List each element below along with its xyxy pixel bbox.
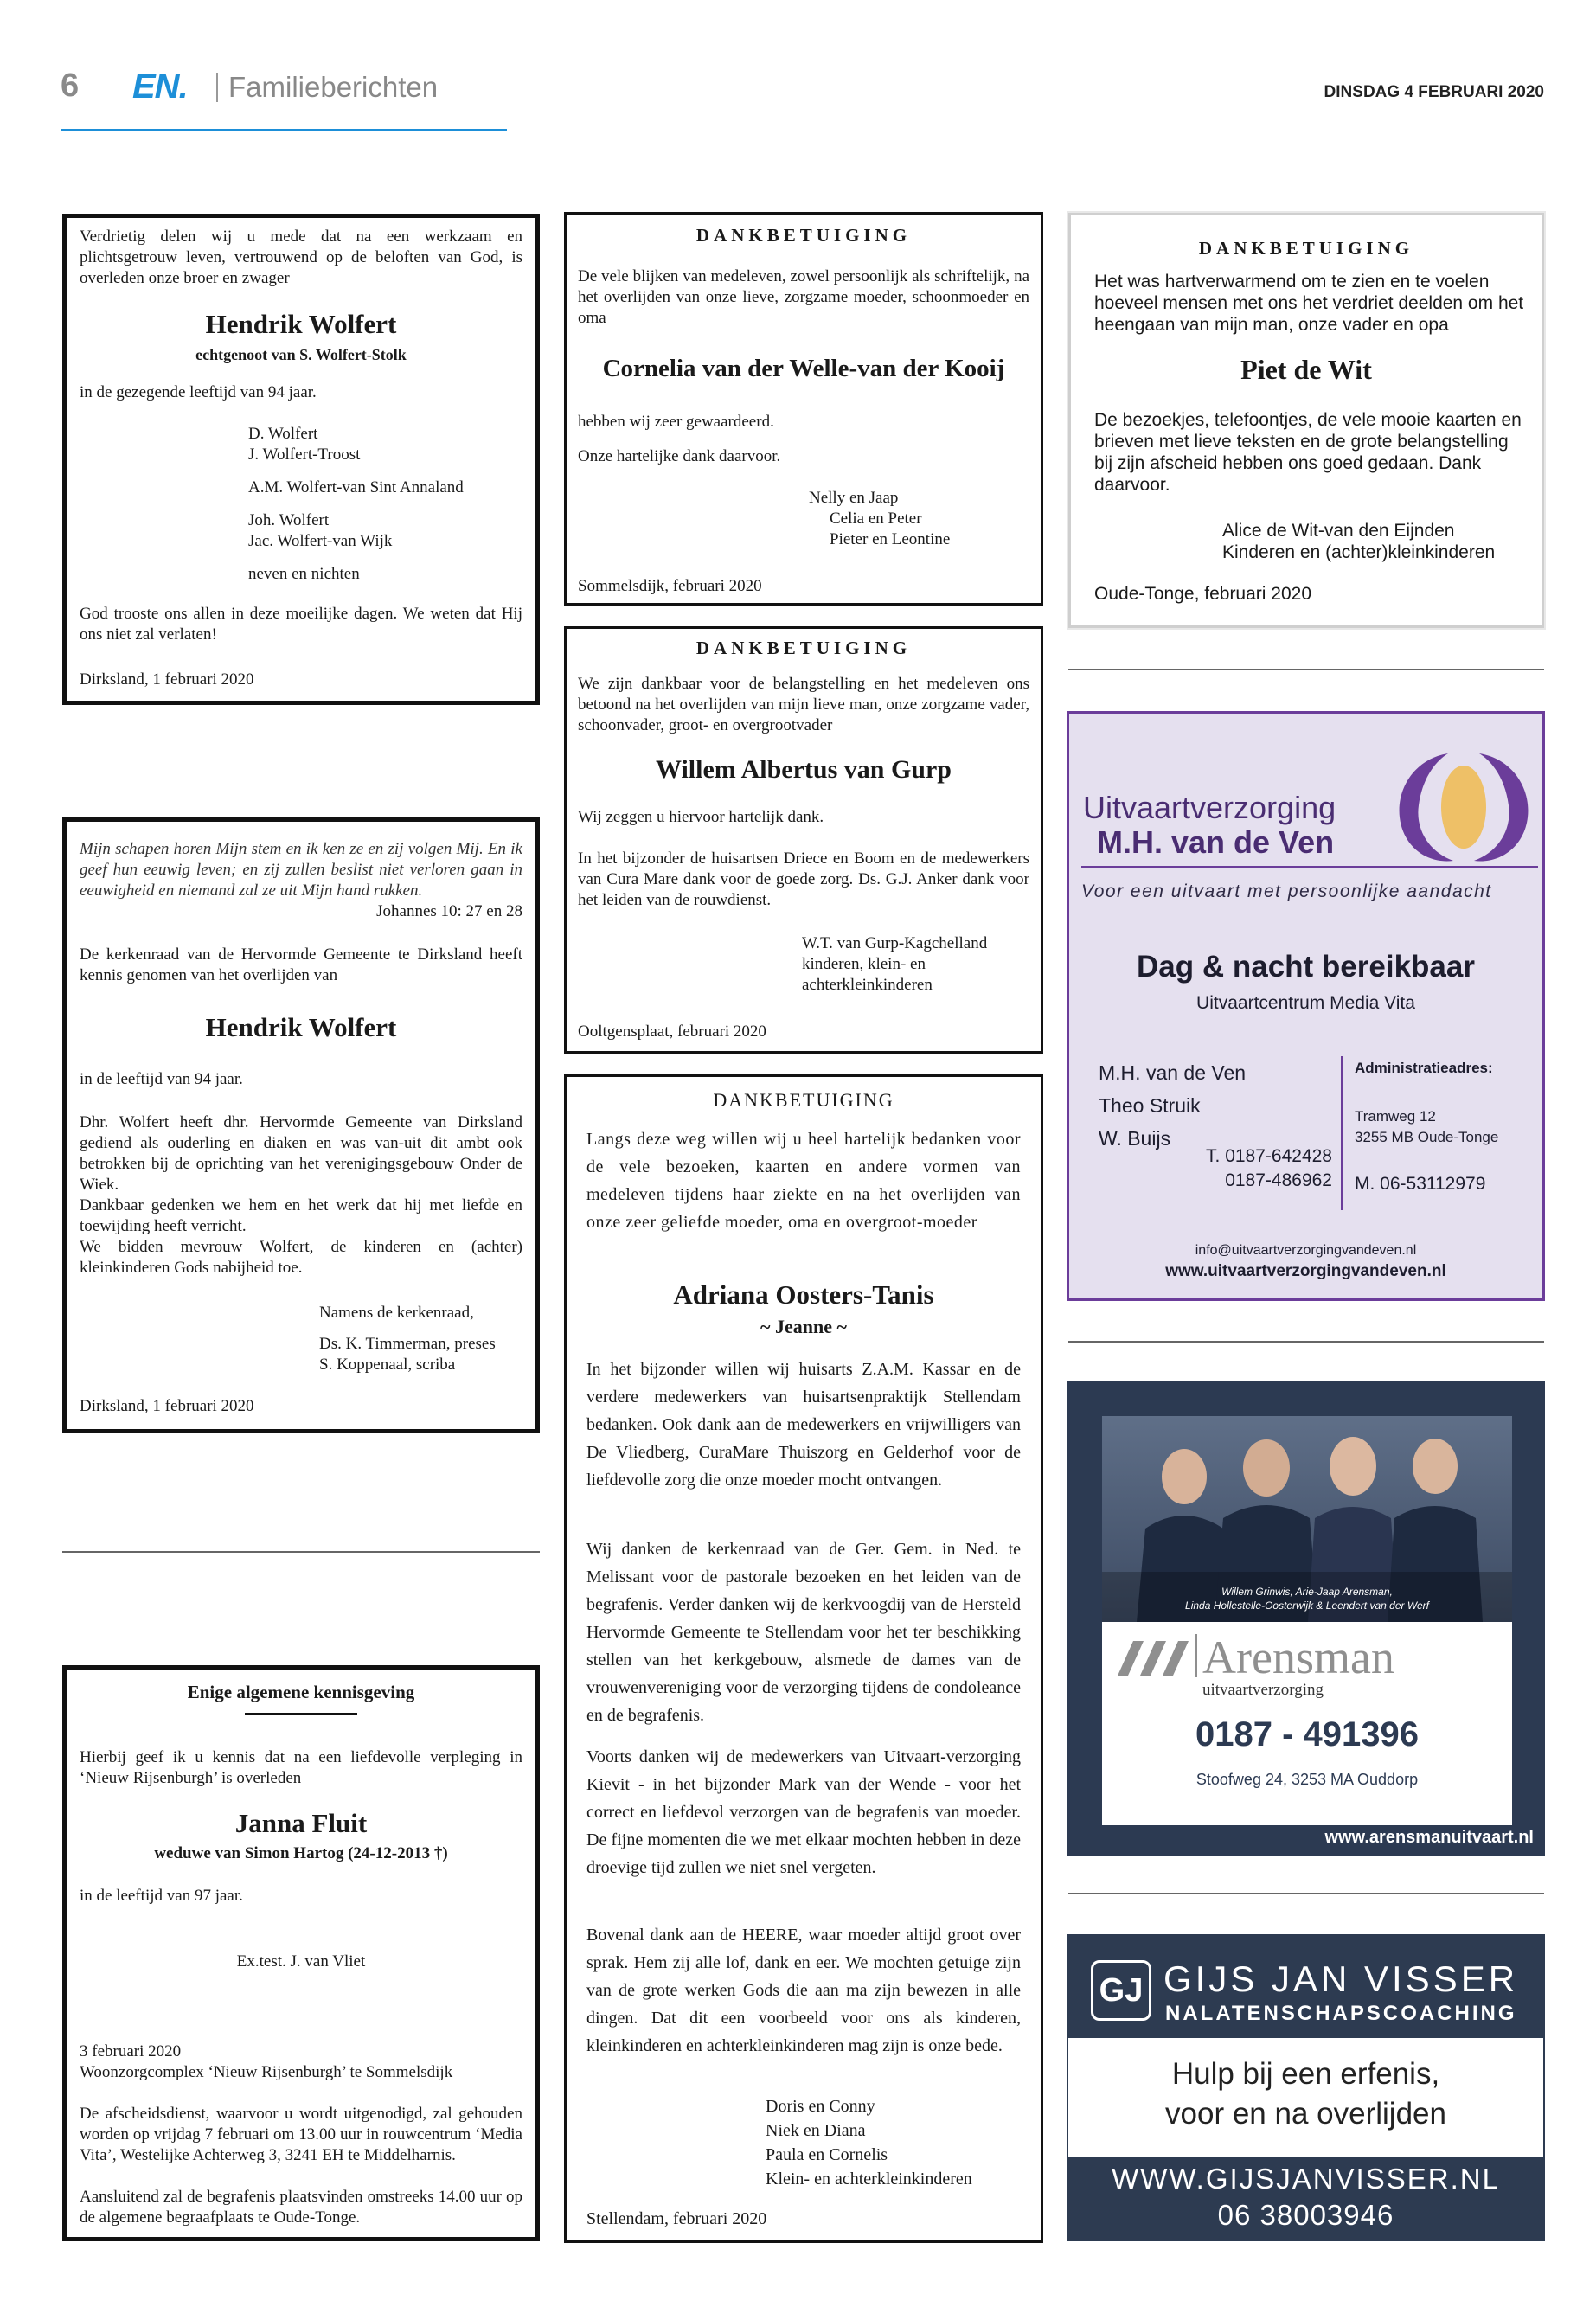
phone-number[interactable]: T. 0187-642428 xyxy=(1206,1146,1332,1166)
newspaper-logo: EN. xyxy=(132,67,188,106)
body-text: In het bijzonder de huisartsen Driece en Boom en de medewerkers van Cura Mare dank voor de goede zorg. Ds. G.J. Anker dank voor het leiden van de rouwdienst. xyxy=(578,849,1029,909)
photo-caption: Willem Grinwis, Arie-Jaap Arensman, xyxy=(1221,1586,1393,1598)
obituary-janna-fluit xyxy=(62,1665,540,2241)
ad-intro: De vele blijken van medeleven, zowel persoonlijk als schriftelijk, na het overlijden van onze lieve, zorgzame moeder, schoonmoeder en oma xyxy=(578,267,1029,327)
logo-rule xyxy=(1081,866,1538,868)
funeral-center: Uitvaartcentrum Media Vita xyxy=(1196,993,1415,1013)
arensman-logo: Arensman xyxy=(1202,1631,1394,1683)
staff-member: M.H. van de Ven xyxy=(1099,1061,1247,1084)
body-text: Onze hartelijke dank daarvoor. xyxy=(578,447,781,465)
signature: Celia en Peter xyxy=(830,510,922,528)
age-line: in de leeftijd van 94 jaar. xyxy=(80,1070,243,1088)
deceased-name: Janna Fluit xyxy=(234,1808,368,1838)
ad-title: DANKBETUIGING xyxy=(695,225,912,246)
visser-tagline: voor en na overlijden xyxy=(1165,2097,1446,2131)
body-paragraph: Bovenal dank aan de HEERE, waar moeder altijd groot over sprak. Hem zij alle lof, dank en eer. We mochten getuige zijn van de grote werken Gods die aan ma zijn bewezen in alle dingen. Dat dit een voorbeeld voor ons als kinderen, kleinkinderen en achterkleinkinderen mag zijn is onze bede. xyxy=(586,1926,1021,2055)
signature: Namens de kerkenraad, xyxy=(319,1304,474,1322)
ad-title: DANKBETUIGING xyxy=(713,1089,894,1111)
website-link[interactable]: WWW.GIJSJANVISSER.NL xyxy=(1112,2163,1500,2195)
family-member: A.M. Wolfert-van Sint Annaland xyxy=(248,478,464,497)
extest-line: Ex.test. J. van Vliet xyxy=(236,1952,366,1971)
place-date: Sommelsdijk, februari 2020 xyxy=(578,577,762,595)
ad-title: Enige algemene kennisgeving xyxy=(187,1682,415,1702)
deceased-name: Willem Albertus van Gurp xyxy=(656,755,952,784)
thanks-cornelia xyxy=(564,212,1043,606)
bible-verse: Mijn schapen horen Mijn stem en ik ken ze en zij volgen Mij. En ik geef hun eeuwig leven; en zij zullen beslist niet verloren gaan in eeuwigheid en niemand zal ze uit Mijn hand rukken. xyxy=(80,840,522,900)
admin-label: Administratieadres: xyxy=(1355,1060,1493,1076)
arensman-info-panel xyxy=(1102,1622,1512,1825)
ad-intro: Hierbij geef ik u kennis dat na een liefdevolle verpleging in ‘Nieuw Rijsenburgh’ is overleden xyxy=(80,1748,522,1787)
date-line: 3 februari 2020 xyxy=(80,2042,182,2061)
verse-reference: Johannes 10: 27 en 28 xyxy=(376,902,522,920)
age-line: in de leeftijd van 97 jaar. xyxy=(80,1887,243,1905)
signature: Kinderen en (achter)kleinkinderen xyxy=(1222,542,1496,562)
signature: Nelly en Jaap xyxy=(809,489,899,507)
signature: Klein- en achterkleinkinderen xyxy=(766,2170,972,2189)
ad-intro: Langs deze weg willen wij u heel hartelijk bedanken voor de vele bezoeken, kaarten en andere vormen van medeleven tijdens haar ziekte en na het overlijden van onze zeer geliefde moeder, oma en overgroot-moeder xyxy=(586,1130,1021,1232)
signature: Doris en Conny xyxy=(766,2097,875,2116)
ad-gijs-jan-visser xyxy=(1067,1934,1545,2241)
ad-intro: Verdrietig delen wij u mede dat na een werkzaam en plichtsgetrouw leven, vertrouwend op de beloften van God, is overleden onze broer en zwager xyxy=(80,228,522,287)
website-link[interactable]: www.uitvaartverzorgingvandeven.nl xyxy=(1165,1262,1446,1280)
body-paragraph: Voorts danken wij de medewerkers van Uitvaart-verzorging Kievit - in het bijzonder Mark van der Wende - voor het correct en liefdevol verzorgen van de begrafenis van moeder. De fijne momenten die we met elkaar mochten hebben in deze droevige tijd zullen we niet snel vergeten. xyxy=(586,1747,1021,1877)
thanks-adriana-oosters xyxy=(564,1074,1043,2243)
column-divider xyxy=(62,1551,540,1553)
company-name-line1: Uitvaartverzorging xyxy=(1083,790,1336,825)
signature: Paula en Cornelis xyxy=(766,2145,888,2164)
company-name-line2: M.H. van de Ven xyxy=(1097,824,1335,860)
arensman-logo-sub: uitvaartverzorging xyxy=(1202,1681,1324,1699)
body-text: De bezoekjes, telefoontjes, de vele mooie kaarten en brieven met lieve teksten en de grote belangstelling bij zijn afscheid hebben ons goed gedaan. Dank daarvoor. xyxy=(1094,410,1522,495)
family-member: Jac. Wolfert-van Wijk xyxy=(248,532,393,550)
signature: W.T. van Gurp-Kagchelland xyxy=(802,934,988,952)
body-text: We bidden mevrouw Wolfert, de kinderen en (achter) kleinkinderen Gods nabijheid toe. xyxy=(80,1238,522,1277)
signature: Ds. K. Timmerman, preses xyxy=(319,1335,496,1353)
spouse-line: echtgenoot van S. Wolfert-Stolk xyxy=(195,346,407,363)
family-member: J. Wolfert-Troost xyxy=(248,445,361,464)
place-date: Dirksland, 1 februari 2020 xyxy=(80,670,254,689)
header-rule xyxy=(61,129,507,131)
visser-tagline: Hulp bij een erfenis, xyxy=(1171,2057,1440,2091)
nickname: ~ Jeanne ~ xyxy=(760,1316,847,1337)
header-divider xyxy=(216,73,218,102)
phone-number[interactable]: 0187-486962 xyxy=(1225,1170,1332,1190)
place-date: Ooltgensplaat, februari 2020 xyxy=(578,1022,766,1041)
ad-arensman xyxy=(1067,1381,1545,1856)
admin-street: Tramweg 12 xyxy=(1355,1108,1436,1125)
photo-caption: Linda Hollestelle-Oosterwijk & Leendert van der Werf xyxy=(1185,1599,1429,1612)
ad-title: DANKBETUIGING xyxy=(695,638,912,658)
body-paragraph: Wij danken de kerkenraad van de Ger. Gem. in Ned. te Melissant voor de pastorale bezoeken en het leiden van de begrafenis. Verder danken wij de kerkvoogdij van de Hersteld Hervormde Gemeente te Stellendam voor het ter beschikking stellen van het kerkgebouw, alsmede de dames van de vrouwenvereniging voor de verzorging tijdens de condoleance en de begrafenis. xyxy=(586,1540,1021,1725)
page-number: 6 xyxy=(61,67,80,104)
signature: achterkleinkinderen xyxy=(802,976,933,994)
company-logo-icon xyxy=(1396,750,1531,866)
column-divider xyxy=(1068,1341,1544,1343)
mobile-number[interactable]: M. 06-53112979 xyxy=(1355,1174,1486,1194)
ad-intro: Het was hartverwarmend om te zien en te voelen hoeveel mensen met ons het verdriet deelden om het heengaan van mijn man, onze vader en opa xyxy=(1094,272,1524,335)
address: Stoofweg 24, 3253 MA Ouddorp xyxy=(1195,1771,1419,1788)
widow-line: weduwe van Simon Hartog (24-12-2013 †) xyxy=(154,1844,448,1862)
signature: S. Koppenaal, scriba xyxy=(319,1356,456,1374)
issue-date: DINSDAG 4 FEBRUARI 2020 xyxy=(1324,83,1544,101)
visser-title: GIJS JAN VISSER xyxy=(1163,1958,1519,1999)
obituary-hendrik-wolfert-church xyxy=(62,817,540,1433)
signature: Pieter en Leontine xyxy=(830,530,951,548)
ad-intro: De kerkenraad van de Hervormde Gemeente te Dirksland heeft kennis genomen van het overlijden van xyxy=(80,945,522,984)
body-text: hebben wij zeer gewaardeerd. xyxy=(578,413,774,431)
section-title: Familieberichten xyxy=(228,71,439,103)
deceased-name: Cornelia van der Welle-van der Kooij xyxy=(602,355,1005,382)
team-photo xyxy=(1102,1416,1512,1622)
family-member: neven en nichten xyxy=(248,565,360,583)
signature: kinderen, klein- en xyxy=(802,955,926,973)
body-text: Dhr. Wolfert heeft dhr. Hervormde Gemeente van Dirksland gediend als ouderling en diaken en was van-uit dit ambt ook betrokken bij de oprichting van het verenigingsgebouw Onder de Wiek. xyxy=(80,1113,522,1194)
place-date: Stellendam, februari 2020 xyxy=(586,2209,767,2228)
deceased-name: Piet de Wit xyxy=(1240,354,1372,385)
family-member: Joh. Wolfert xyxy=(248,511,330,529)
column-divider xyxy=(1068,669,1544,670)
signature: Alice de Wit-van den Eijnden xyxy=(1222,521,1455,541)
obituary-hendrik-wolfert-family xyxy=(62,214,540,705)
place-date: Oude-Tonge, februari 2020 xyxy=(1094,584,1312,604)
thanks-willem-albertus xyxy=(564,626,1043,1054)
body-text: Wij zeggen u hiervoor hartelijk dank. xyxy=(578,808,824,826)
title-underline xyxy=(245,1713,357,1715)
email-link[interactable]: info@uitvaartverzorgingvandeven.nl xyxy=(1195,1243,1417,1258)
deceased-name: Hendrik Wolfert xyxy=(205,309,397,339)
family-member: D. Wolfert xyxy=(248,425,318,443)
body-paragraph: In het bijzonder willen wij huisarts Z.A.M. Kassar en de verdere medewerkers van huisartsenpraktijk Stellendam bedanken. Ook dank aan de medewerkers en vrijwilligers van De Vliedberg, CuraMare Thuiszorg en Gelderhof voor de liefdevolle zorg die onze moeder mocht ontvangen. xyxy=(586,1360,1021,1490)
ad-title: DANKBETUIGING xyxy=(1198,238,1414,259)
website-link[interactable]: www.arensmanuitvaart.nl xyxy=(1324,1828,1534,1847)
thanks-piet-de-wit xyxy=(1068,213,1544,628)
admin-city: 3255 MB Oude-Tonge xyxy=(1355,1129,1499,1145)
tagline: Voor een uitvaart met persoonlijke aandacht xyxy=(1081,881,1492,901)
burial-text: Aansluitend zal de begrafenis plaatsvinden omstreeks 14.00 uur op de algemene begraafplaats te Oude-Tonge. xyxy=(80,2188,522,2227)
phone-number[interactable]: 06 38003946 xyxy=(1217,2199,1394,2231)
place-date: Dirksland, 1 februari 2020 xyxy=(80,1397,254,1415)
visser-logo-mark: GJ xyxy=(1091,1960,1151,2021)
signature: Niek en Diana xyxy=(766,2121,866,2140)
age-line: in de gezegende leeftijd van 94 jaar. xyxy=(80,383,317,401)
staff-member: Theo Struik xyxy=(1099,1094,1201,1117)
service-text: De afscheidsdienst, waarvoor u wordt uitgenodigd, zal gehouden worden op vrijdag 7 februari om 13.00 uur in rouwcentrum ‘Media Vita’, Westelijke Achterweg 3, 3241 EH te Middelharnis. xyxy=(80,2105,522,2164)
deceased-name: Hendrik Wolfert xyxy=(205,1012,397,1042)
phone-number[interactable]: 0187 - 491396 xyxy=(1195,1715,1419,1753)
closing-text: God trooste ons allen in deze moeilijke dagen. We weten dat Hij ons niet zal verlaten! xyxy=(80,605,522,644)
location-line: Woonzorgcomplex ‘Nieuw Rijsenburgh’ te Sommelsdijk xyxy=(80,2063,453,2081)
column-divider xyxy=(1068,1893,1544,1894)
headline: Dag & nacht bereikbaar xyxy=(1137,950,1475,984)
staff-member: W. Buijs xyxy=(1099,1127,1171,1150)
ad-uitvaart-vandeven xyxy=(1067,711,1545,1301)
deceased-name: Adriana Oosters-Tanis xyxy=(673,1279,934,1310)
logo-divider xyxy=(1195,1634,1197,1677)
body-text: Dankbaar gedenken we hem en het werk dat hij met liefde en toewijding heeft verricht. xyxy=(80,1196,522,1235)
arensman-logo-icon xyxy=(1114,1638,1197,1679)
column-divider xyxy=(1341,1056,1343,1210)
visser-subtitle: NALATENSCHAPSCOACHING xyxy=(1165,2002,1517,2025)
ad-intro: We zijn dankbaar voor de belangstelling en het medeleven ons betoond na het overlijden van mijn lieve man, onze zorgzame vader, schoonvader, groot- en overgrootvader xyxy=(578,675,1029,734)
